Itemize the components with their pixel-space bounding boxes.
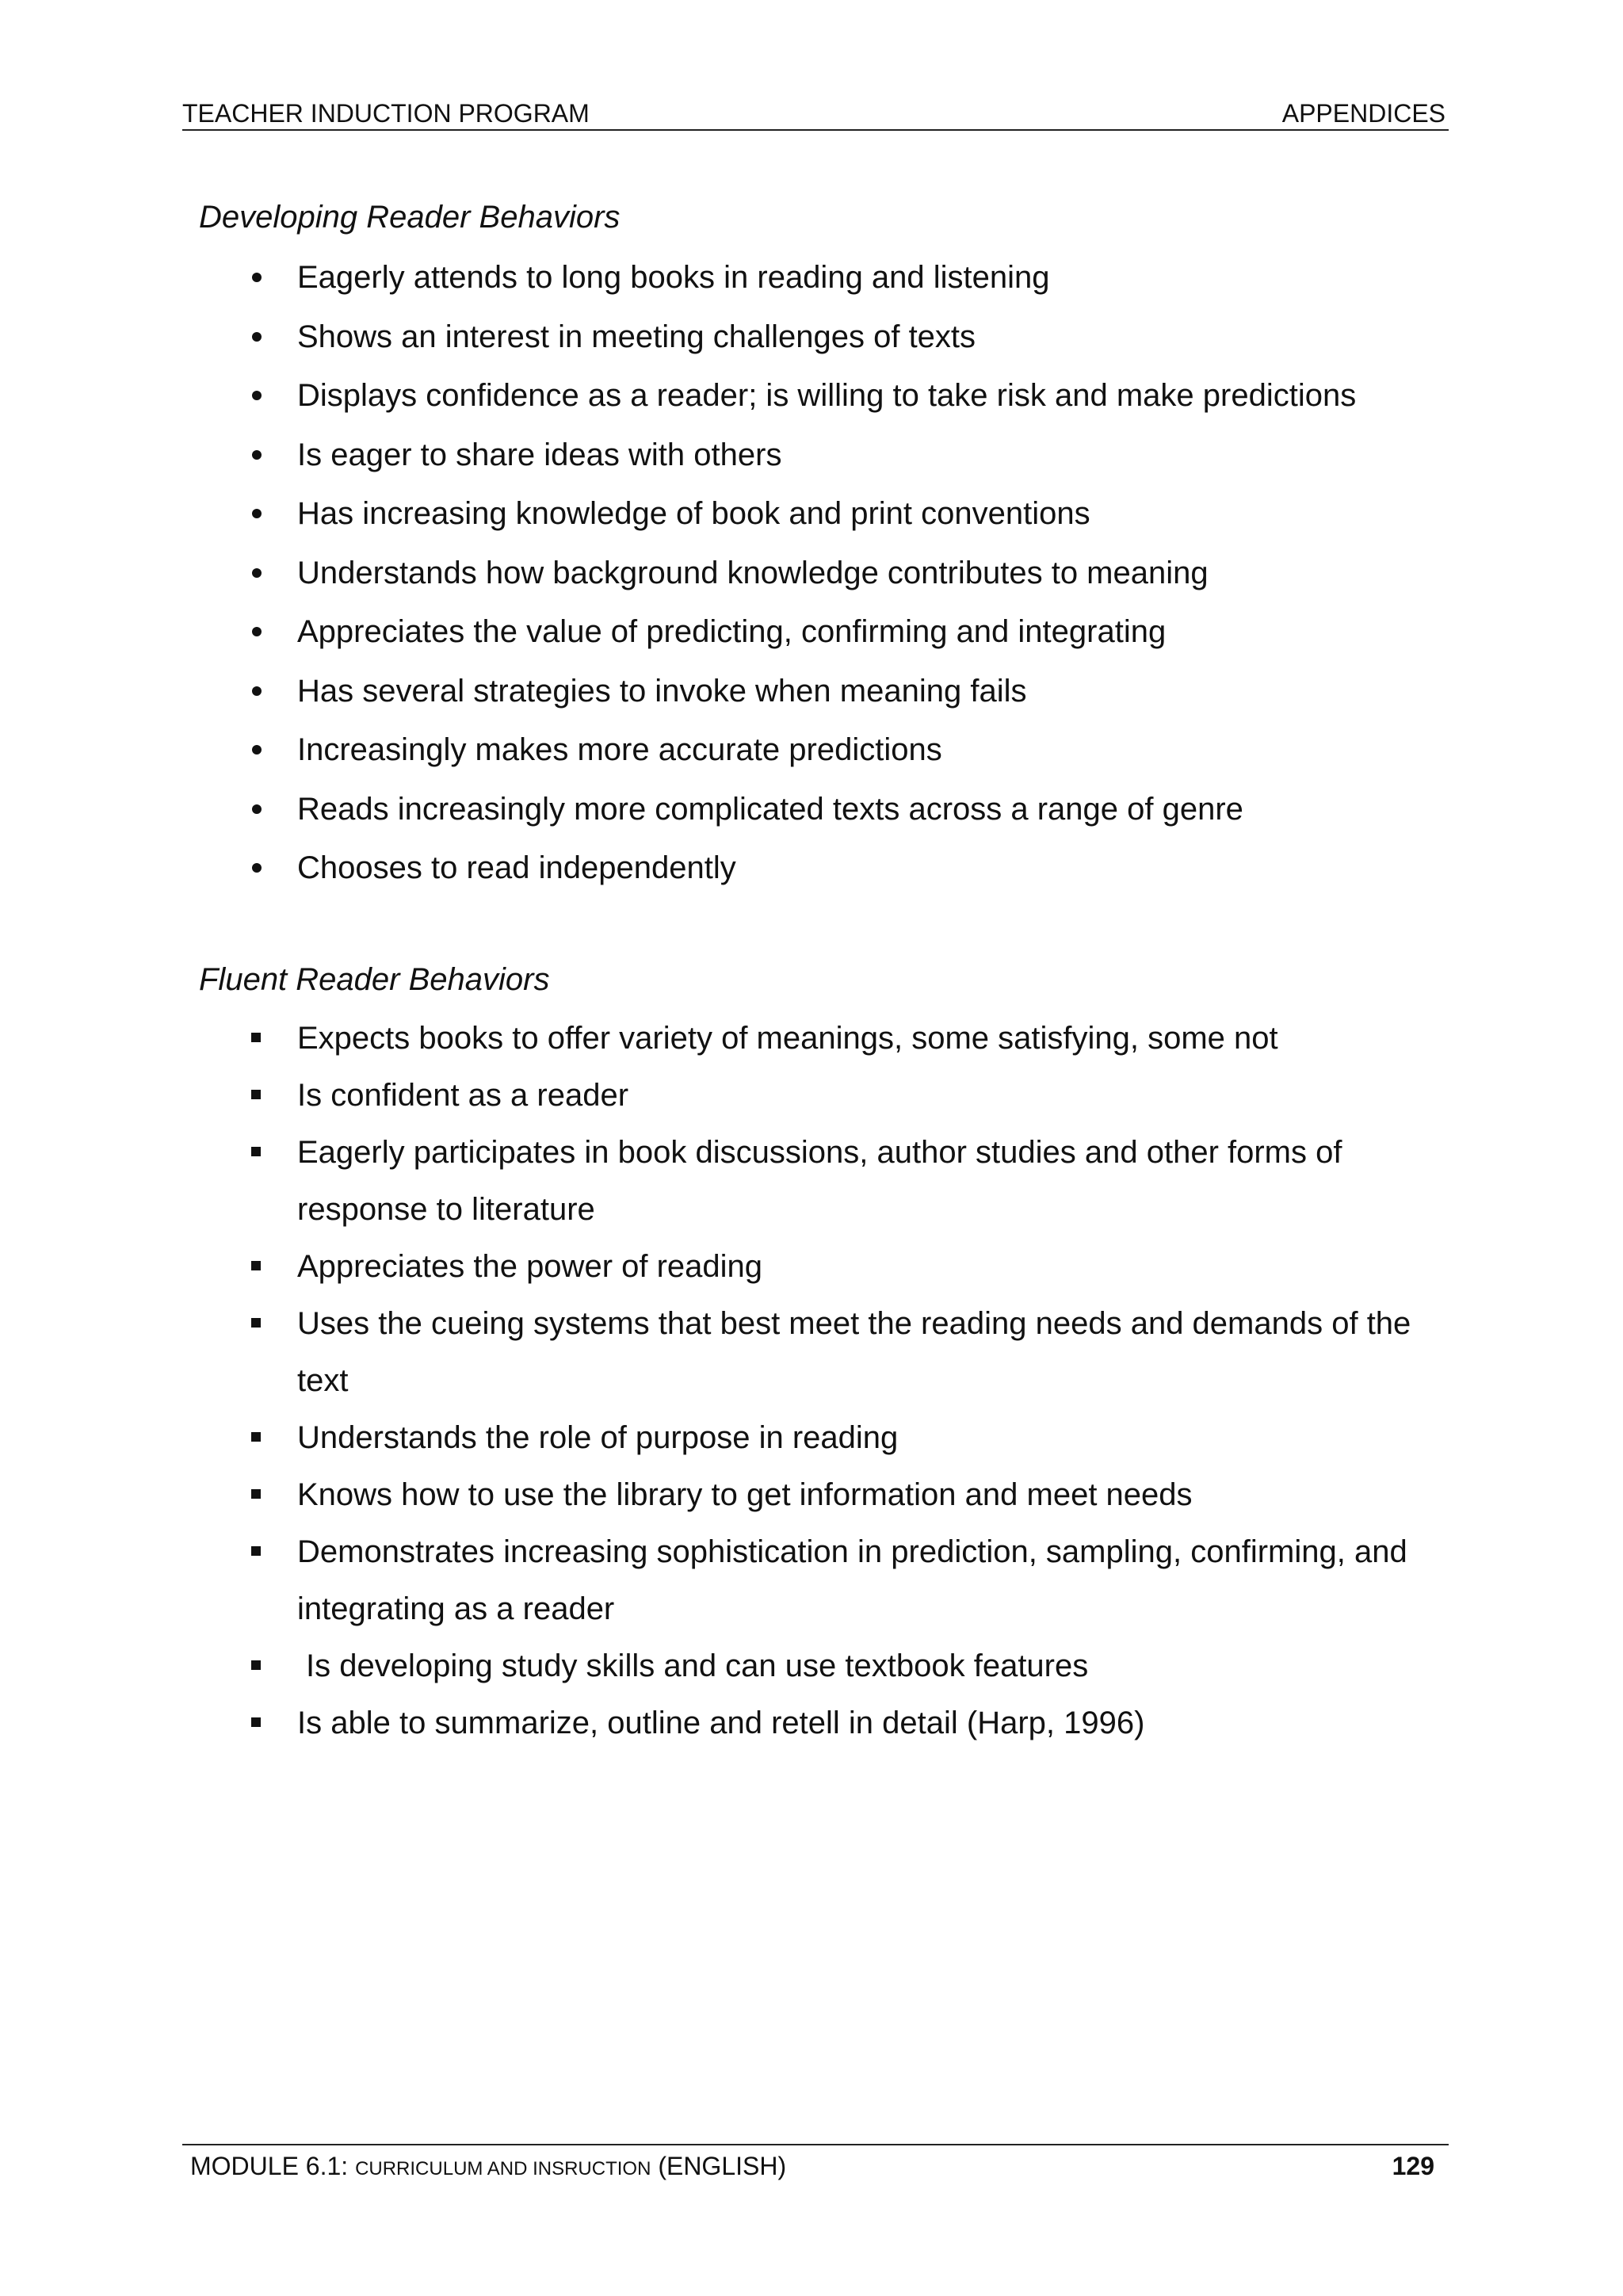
list-item-text: Is able to summarize, outline and retell in detail (Harp, 1996) [297, 1706, 1145, 1740]
bullet-icon [251, 1717, 261, 1727]
list-item [0, 1533, 1623, 1647]
bullet-icon [252, 332, 262, 342]
list-item [0, 672, 1623, 732]
page-number: 129 [1392, 2152, 1434, 2180]
list-item [0, 1704, 1623, 1761]
list-item-text: Appreciates the value of predicting, confirming and integrating [297, 614, 1167, 649]
list-item [0, 258, 1623, 318]
developing-behaviors-list [0, 258, 1623, 908]
list-item [0, 436, 1623, 495]
list-item-text: Displays confidence as a reader; is willing to take risk and make predictions [297, 378, 1357, 413]
list-item-text: Expects books to offer variety of meanings, some satisfying, some not [297, 1021, 1278, 1056]
list-item [0, 554, 1623, 613]
bullet-icon [251, 1432, 261, 1442]
fluent-behaviors-list [0, 1019, 1623, 1761]
list-item-text: Understands the role of purpose in reading [297, 1420, 899, 1455]
list-item-text: Appreciates the power of reading [297, 1249, 763, 1284]
bullet-icon [251, 1660, 261, 1670]
bullet-icon [252, 450, 262, 460]
list-item [0, 613, 1623, 672]
bullet-icon [251, 1261, 261, 1270]
list-item-text: Knows how to use the library to get information and meet needs [297, 1477, 1193, 1512]
list-item [0, 1647, 1623, 1704]
list-item-text: Understands how background knowledge contributes to meaning [297, 555, 1209, 590]
list-item [0, 1133, 1623, 1247]
bullet-icon [252, 627, 262, 636]
list-item [0, 376, 1623, 436]
bullet-icon [252, 509, 262, 518]
bullet-icon [252, 273, 262, 282]
footer-subject: CURRICULUM AND INSRUCTION [355, 2158, 651, 2179]
list-item [0, 1019, 1623, 1076]
bullet-icon [251, 1090, 261, 1099]
developing-section-title: Developing Reader Behaviors [199, 200, 621, 235]
bullet-icon [252, 686, 262, 696]
bullet-icon [252, 568, 262, 578]
footer-module: MODULE 6.1: [190, 2152, 349, 2180]
bullet-icon [251, 1318, 261, 1328]
list-item [0, 1419, 1623, 1476]
list-item [0, 318, 1623, 377]
bullet-icon [251, 1489, 261, 1499]
bullet-icon [251, 1033, 261, 1042]
list-item-text: Has several strategies to invoke when meaning fails [297, 673, 1027, 709]
page-header [182, 97, 1449, 131]
list-item [0, 1305, 1623, 1419]
header-section-title: APPENDICES [1281, 99, 1445, 128]
list-item [0, 731, 1623, 790]
list-item-text: Increasingly makes more accurate predictions [297, 732, 942, 767]
header-program-title: TEACHER INDUCTION PROGRAM [182, 99, 590, 128]
list-item-text: Uses the cueing systems that best meet the reading needs and demands of the text [297, 1306, 1411, 1398]
footer-module-label [190, 2152, 786, 2183]
list-item-text: Eagerly participates in book discussions, author studies and other forms of response to literature [297, 1135, 1342, 1227]
list-item-text: Shows an interest in meeting challenges of texts [297, 319, 976, 354]
list-item [0, 495, 1623, 554]
bullet-icon [252, 863, 262, 873]
list-item-text: Is developing study skills and can use textbook features [306, 1648, 1089, 1683]
page-footer [182, 2144, 1449, 2185]
list-item-text: Reads increasingly more complicated texts across a range of genre [297, 791, 1243, 827]
bullet-icon [251, 1147, 261, 1156]
list-item-text: Has increasing knowledge of book and print conventions [297, 496, 1090, 531]
fluent-section-title: Fluent Reader Behaviors [199, 962, 550, 997]
list-item-text: Eagerly attends to long books in reading and listening [297, 260, 1050, 295]
list-item-text: Chooses to read independently [297, 850, 736, 885]
list-item-text: Is confident as a reader [297, 1078, 629, 1113]
list-item-text: Demonstrates increasing sophistication in prediction, sampling, confirming, and integrating as a reader [297, 1534, 1407, 1626]
list-item [0, 849, 1623, 908]
footer-language: (ENGLISH) [658, 2152, 787, 2180]
bullet-icon [252, 804, 262, 814]
list-item [0, 790, 1623, 850]
bullet-icon [252, 745, 262, 755]
list-item-text: Is eager to share ideas with others [297, 437, 782, 472]
bullet-icon [252, 391, 262, 400]
bullet-icon [251, 1546, 261, 1556]
